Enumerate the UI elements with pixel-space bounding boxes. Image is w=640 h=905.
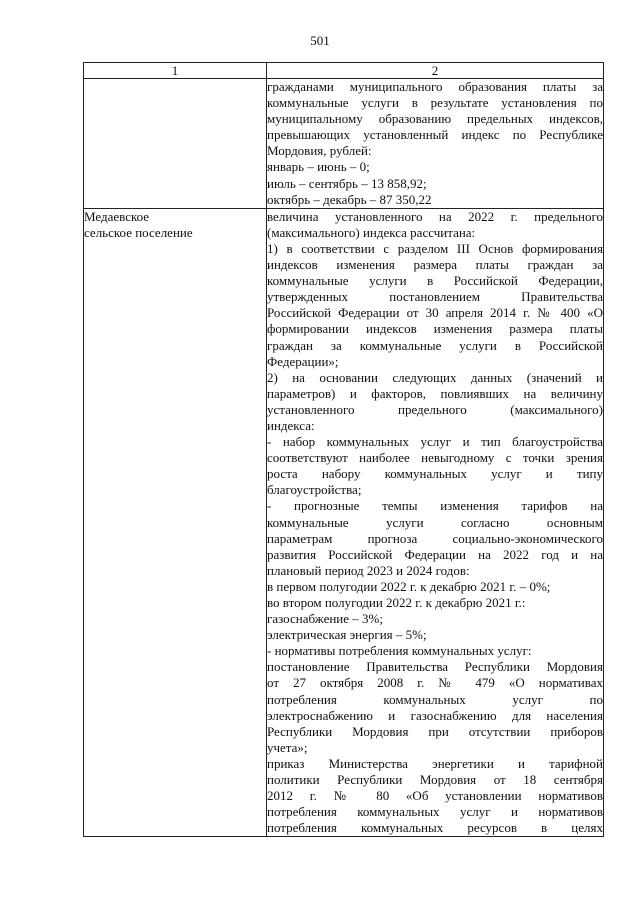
table-row [84,208,604,837]
page-number: 501 [310,33,330,48]
text-line: (максимального) индекса рассчитана: [267,224,476,240]
text-line: от 27 октября 2008 г. № 479 «О нормативах [267,675,603,691]
text-line: формировании индексов изменения размера платы [267,321,603,337]
text-line: январь – июнь – 0; [267,159,370,175]
text-line: приказ Министерства энергетики и тарифной [267,755,603,771]
text-line: гражданами муниципального образования платы за [267,79,603,94]
text-line: 2012 г. № 80 «Об установлении нормативов [267,788,603,804]
text-line: индекса: [267,417,315,433]
text-line: утвержденных постановлением Правительства [267,289,603,305]
header-row [84,63,604,79]
settlement-cell [84,208,267,837]
text-line: - набор коммунальных услуг и тип благоустройства [267,434,603,450]
text-line: политики Республики Мордовия от 18 сентября [267,772,603,788]
table-row [84,79,604,209]
text-line: роста набору коммунальных услуг и типу [267,466,603,482]
settlement-name-line: сельское поселение [84,224,193,240]
text-line: индексов изменения размера платы граждан за [267,257,603,273]
description-cell [267,79,604,209]
text-line: соответствуют наиболее невыгодному с точки зрения [267,450,603,466]
text-line: Мордовия, рублей: [267,143,372,159]
text-line: постановление Правительства Республики Мордовия [267,659,603,675]
text-line: параметров) и факторов, повлиявших на величину [267,385,603,401]
column-header-1: 1 [84,63,267,79]
text-line: учета»; [267,739,308,755]
text-line: 2) на основании следующих данных (значений и [267,369,603,385]
settlement-cell [84,79,267,209]
text-line: Республики Мордовия при отсутствии приборов [267,723,603,739]
settlement-name-line: Медаевское [84,208,150,224]
text-line: - прогнозные темпы изменения тарифов на [267,498,603,514]
text-line: электроснабжению и газоснабжению для населения [267,707,603,723]
text-line: Федерации»; [267,353,339,369]
column-header-2: 2 [267,63,604,79]
text-line: 1) в соответствии с разделом III Основ формирования [267,240,603,256]
text-line: потребления коммунальных ресурсов в целях [267,820,603,836]
text-line: коммунальные услуги в результате установления по [267,95,603,111]
text-line: коммунальные услуги согласно основным [267,514,603,530]
text-line: в первом полугодии 2022 г. к декабрю 2021 г. – 0%; [267,578,551,594]
text-line: величина установленного на 2022 г. предельного [267,208,603,224]
text-line: июль – сентябрь – 13 858,92; [267,175,427,191]
text-line: октябрь – декабрь – 87 350,22 [267,191,432,207]
text-line: муниципальному образованию предельных индексов, [267,111,603,127]
text-line: граждан за коммунальные услуги в Российской [267,337,603,353]
text-line: Российской Федерации от 30 апреля 2014 г. № 400 «О [267,305,603,321]
text-line: параметрам прогноза социально-экономического [267,530,603,546]
text-line: превышающих установленный индекс по Республике [267,127,603,143]
text-line: коммунальные услуги в Российской Федерации, [267,273,603,289]
text-line: во втором полугодии 2022 г. к декабрю 2021 г.: [267,595,526,610]
text-line: электрическая энергия – 5%; [267,627,427,643]
text-line: развития Российской Федерации на 2022 год и на [267,546,603,562]
text-line: газоснабжение – 3%; [267,611,383,627]
text-line: потребления коммунальных услуг по [267,691,603,707]
text-line: потребления коммунальных услуг и нормативов [267,804,603,820]
description-cell [267,208,604,837]
text-line: плановый период 2023 и 2024 годов: [267,562,470,578]
document-table [83,62,604,837]
text-line: установленного предельного (максимального) [267,401,603,417]
text-line: благоустройства; [267,482,362,498]
text-line: - нормативы потребления коммунальных услуг: [267,643,532,659]
